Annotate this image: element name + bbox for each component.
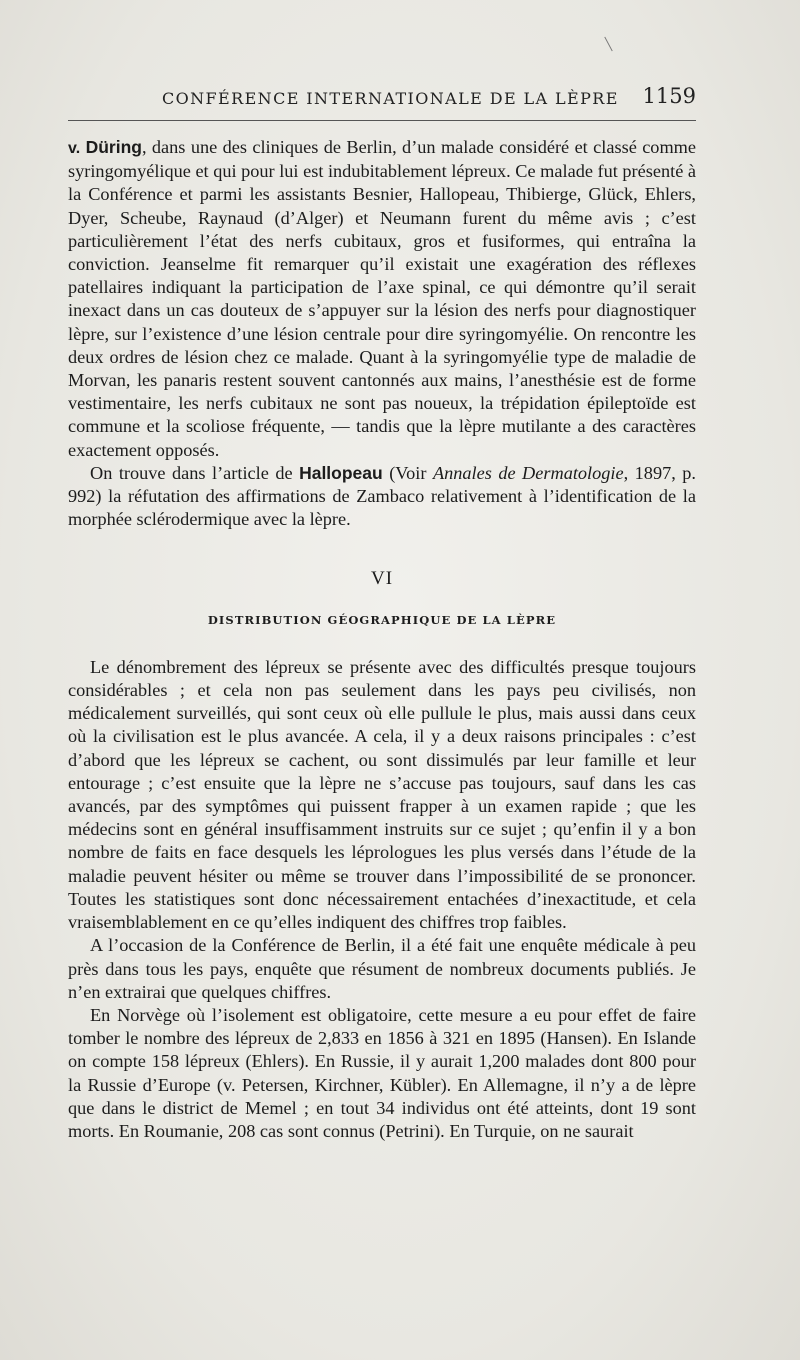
paragraph-norvege: En Norvège où l’isolement est obligatoire, cette mesure a eu pour effet de faire tomber le nombre des lépreux de 2,833 en 1856 à 321 en 1895 (Hansen). En Islande on compte 158 lépreux (Ehlers). En Russie, il y aurait 1,200 malades dont 800 pour la Russie d’Europe (v. Petersen, Kirchner, Kübler). En Allemagne, il n’y a de lèpre que dans le district de Memel ; en tout 34 individus ont été atteints, dont 19 sont morts. En Roumanie, 208 cas sont connus (Petrini). En Turquie, on ne saurait [68,1004,696,1141]
paragraph-hallopeau-see: (Voir [382,462,433,483]
paragraph-during [68,136,696,462]
paragraph-conference: A l’occasion de la Conférence de Berlin, il a été fait une enquête médicale à peu près dans tous les pays, enquête que résument de nombreux documents publiés. Je n’en extrairai que quelques chiffres. [68,935,696,1002]
paragraph-denombrement: Le dénombrement des lépreux se présente avec des difficultés presque toujours considérables ; et cela non pas seulement dans les pays peu civilisés, non médicalement surveillés, qui sont ceux où elle pullule le plus, mais aussi dans ceux où la civilisation est le plus avancée. A cela, il y a deux raisons principales : c’est d’abord que les lépreux se cachent, ou sont dissimulés par leur famille et leur entourage ; c’est ensuite que la lèpre ne s’accuse pas toujours, sauf dans les cas avancés, par des symptômes qui puissent frapper à un examen rapide ; que les médecins sont en général insuffisamment instruits sur ce sujet ; qu’enfin il y a bon nombre de faits en face desquels les léprologues les plus versés dans l’étude de la maladie peuvent hésiter ou même se trouver dans l’impossibilité de se prononcer. Toutes les statistiques sont donc nécessairement entachées d’inexactitude, et cela vraisemblablement en ce qu’elles indiquent des chiffres trop faibles. [68,656,696,933]
header-rule [68,120,696,121]
page-header [68,83,696,113]
section-numeral: VI [370,568,394,590]
paragraph-hallopeau-lead: On trouve dans l’article de [90,462,300,483]
journal-title: Annales de Dermatologie [432,462,624,483]
section-title: DISTRIBUTION GÉOGRAPHIQUE DE LA LÈPRE [207,612,557,627]
margin-mark [604,37,612,52]
author-hallopeau: Hallopeau [299,462,383,483]
body-text [68,136,696,1143]
author-during: Düring [85,137,142,157]
running-title: CONFÉRENCE INTERNATIONALE DE LA LÈPRE [162,89,619,108]
paragraph-hallopeau-tail: , 1897, p. 992) la réfutation des affirmations de Zambaco relativement à l’identification de la morphée sclérodermique avec la lèpre. [68,462,696,530]
author-initial: v. [68,140,81,157]
paragraph-during-text: , dans une des cliniques de Berlin, d’un malade considéré et classé comme syringomyélique et qui pour lui est indubitablement lépreux. Ce malade fut présenté à la Conférence et parmi les assistants Besnier, Hallopeau, Thibierge, Glück, Ehlers, Dyer, Scheube, Raynaud (d’Alger) et Neumann furent du même avis ; c’est particulièrement l’état des nerfs cubitaux, gros et fusiformes, qui entraîna la conviction. Jeanselme fit remarquer qu’il existait une exagération des réflexes patellaires indiquant la participation de l’axe spinal, ce qui démontre qu’il serait inexact dans un cas douteux de s’appuyer sur la lésion des nerfs pour diagnostiquer lèpre, sur l’existence d’une lésion centrale pour dire syringomyélie. On rencontre les deux ordres de lésion chez ce malade. Quant à la syringomyélie type de maladie de Morvan, les panaris restent souvent cantonnés aux mains, l’anesthésie est de forme vestimentaire, les nerfs cubitaux ne sont pas noueux, la trépidation épileptoïde est commune et la scoliose fréquente, — tandis que la lèpre mutilante a des caractères exactement opposés. [68,137,697,460]
paragraph-hallopeau [68,462,696,532]
page-number: 1159 [642,84,696,108]
